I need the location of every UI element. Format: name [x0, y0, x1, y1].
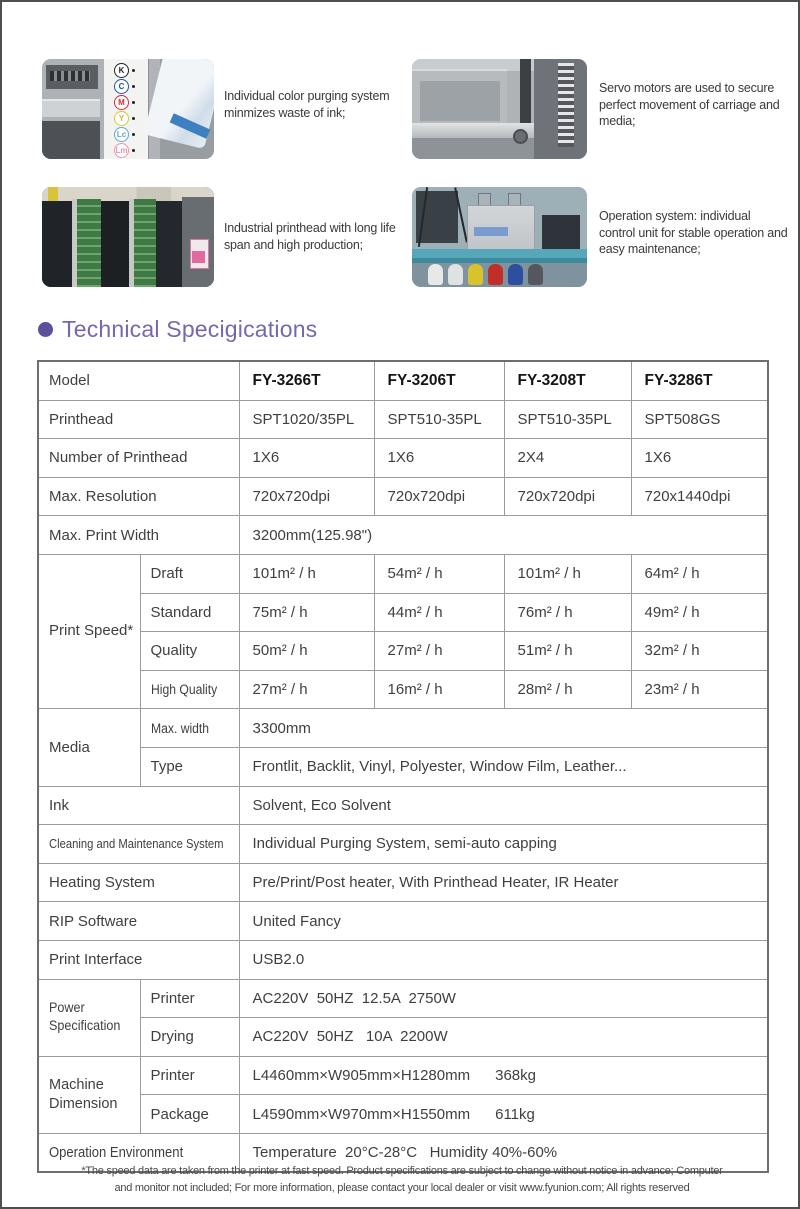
- control-box-label: [474, 227, 508, 236]
- cell: AC220V 50HZ 12.5A 2750W: [239, 979, 768, 1018]
- table-row-interface: [38, 940, 768, 979]
- cell: 1X6: [374, 439, 504, 478]
- section-heading: [38, 316, 317, 343]
- cell: 28m² / h: [504, 670, 631, 709]
- cell: 64m² / h: [631, 554, 768, 593]
- section-title: Technical Specigications: [62, 316, 318, 342]
- table-row-speed-high-quality: [38, 670, 768, 709]
- ink-badge-y: Y: [114, 111, 129, 126]
- cell: 1X6: [631, 439, 768, 478]
- printhead-slab: [101, 201, 129, 287]
- machine-bar: [42, 99, 100, 117]
- row-label: Max. Print Width: [38, 516, 239, 555]
- row-label: RIP Software: [38, 902, 239, 941]
- cell: Pre/Print/Post heater, With Printhead Heater, IR Heater: [239, 863, 768, 902]
- spring-parts: [50, 71, 90, 81]
- teal-shelf: [412, 249, 587, 258]
- magenta-mark: [192, 251, 205, 263]
- table-row-media-width: [38, 709, 768, 748]
- cell: AC220V 50HZ 10A 2200W: [239, 1018, 768, 1057]
- sub-label: Package: [140, 1095, 239, 1134]
- cell: Temperature 20°C-28°C Humidity 40%-60%: [239, 1133, 768, 1172]
- table-row-rip: [38, 902, 768, 941]
- printhead-slab: [42, 201, 72, 287]
- caption-printhead: Industrial printhead with long life span and high production;: [224, 221, 396, 252]
- ink-bottle-white: [428, 264, 443, 285]
- sub-label: Printer: [140, 979, 239, 1018]
- cell: 720x720dpi: [504, 477, 631, 516]
- table-row-heating: [38, 863, 768, 902]
- machine-block-dark: [42, 121, 100, 159]
- table-row-media-type: [38, 747, 768, 786]
- ink-bottle-yellow: [468, 264, 483, 285]
- ink-badge-lc: Lc: [114, 127, 129, 142]
- row-label: Heating System: [38, 863, 239, 902]
- table-row-power-printer: [38, 979, 768, 1018]
- sub-label: Printer: [140, 1056, 239, 1095]
- cell: Individual Purging System, semi-auto capping: [239, 825, 768, 864]
- belt-pulley: [513, 129, 528, 144]
- cell: 49m² / h: [631, 593, 768, 632]
- cell: Solvent, Eco Solvent: [239, 786, 768, 825]
- row-label: [38, 1056, 140, 1133]
- spec-table: [37, 360, 769, 1173]
- cell: SPT1020/35PL: [239, 400, 374, 439]
- photo-control-unit: [412, 187, 587, 287]
- cell: 101m² / h: [239, 554, 374, 593]
- row-label-text: Machine Dimension: [49, 1077, 118, 1112]
- caption-servo-motors: Servo motors are used to secure perfect movement of carriage and media;: [599, 81, 780, 128]
- sub-label: Standard: [140, 593, 239, 632]
- row-label: Number of Printhead: [38, 439, 239, 478]
- table-row-speed-standard: [38, 593, 768, 632]
- table-row-model: [38, 361, 768, 400]
- cell: SPT508GS: [631, 400, 768, 439]
- sub-label: Type: [140, 747, 239, 786]
- table-row-printhead: [38, 400, 768, 439]
- yellow-wire: [48, 187, 58, 202]
- cell: 51m² / h: [504, 632, 631, 671]
- cell: 720x720dpi: [239, 477, 374, 516]
- cell: USB2.0: [239, 940, 768, 979]
- footer-line-2: and monitor not included; For more information, please contact your local dealer or visit www.fyunion.com; All rights reserved: [114, 1181, 690, 1194]
- sub-label: Draft: [140, 554, 239, 593]
- cell: SPT510-35PL: [374, 400, 504, 439]
- row-label-text: Cleaning and Maintenance System: [49, 837, 224, 852]
- sub-label-text: High Quality: [150, 682, 217, 698]
- ink-bottle-dark: [528, 264, 543, 285]
- pcb-board: [77, 199, 101, 287]
- row-label-text: Power Specification: [49, 999, 121, 1033]
- cell: 23m² / h: [631, 670, 768, 709]
- ink-bottle-red: [488, 264, 503, 285]
- table-row-dimension-package: [38, 1095, 768, 1134]
- table-row-resolution: [38, 477, 768, 516]
- ink-badge-c: C: [114, 79, 129, 94]
- row-label: Printhead: [38, 400, 239, 439]
- cell: 32m² / h: [631, 632, 768, 671]
- table-row-ink: [38, 786, 768, 825]
- table-row-power-drying: [38, 1018, 768, 1057]
- cell: 75m² / h: [239, 593, 374, 632]
- cell: 54m² / h: [374, 554, 504, 593]
- photo-industrial-printhead: [42, 187, 214, 287]
- cell: 16m² / h: [374, 670, 504, 709]
- cell: 3200mm(125.98"): [239, 516, 768, 555]
- cell: L4590mm×W970mm×H1550mm 611kg: [239, 1095, 768, 1134]
- row-label: Max. Resolution: [38, 477, 239, 516]
- sub-label: Quality: [140, 632, 239, 671]
- photo-color-purging-system: [42, 59, 214, 159]
- cell: 27m² / h: [239, 670, 374, 709]
- row-label: Print Interface: [38, 940, 239, 979]
- table-row-num-printhead: [38, 439, 768, 478]
- table-row-speed-quality: [38, 632, 768, 671]
- model-name: FY-3206T: [374, 361, 504, 400]
- cell: 76m² / h: [504, 593, 631, 632]
- cell: 101m² / h: [504, 554, 631, 593]
- table-row-dimension-printer: [38, 1056, 768, 1095]
- model-name: FY-3208T: [504, 361, 631, 400]
- footer-disclaimer: [30, 1163, 774, 1196]
- cell: 3300mm: [239, 709, 768, 748]
- ink-bottle-white: [448, 264, 463, 285]
- ink-bottle-blue: [508, 264, 523, 285]
- cell: 50m² / h: [239, 632, 374, 671]
- cell: 1X6: [239, 439, 374, 478]
- sub-label: Drying: [140, 1018, 239, 1057]
- pcb-board: [134, 199, 156, 287]
- caption-color-purging: Individual color purging system minmizes waste of ink;: [224, 89, 390, 120]
- table-row-speed-draft: [38, 554, 768, 593]
- model-name: FY-3286T: [631, 361, 768, 400]
- sub-label: [140, 670, 239, 709]
- ink-badge-m: M: [114, 95, 129, 110]
- photo-servo-carriage: [412, 59, 587, 159]
- cell: 27m² / h: [374, 632, 504, 671]
- row-label: Model: [38, 361, 239, 400]
- printhead-slab: [156, 201, 182, 287]
- relay-component: [542, 215, 580, 249]
- row-label: Media: [38, 709, 140, 786]
- cell: Frontlit, Backlit, Vinyl, Polyester, Window Film, Leather...: [239, 747, 768, 786]
- row-label: Print Speed*: [38, 554, 140, 708]
- ink-badge-k: K: [114, 63, 129, 78]
- row-label: Ink: [38, 786, 239, 825]
- ink-badge-lm: Lm: [114, 143, 129, 158]
- table-row-cleaning: [38, 825, 768, 864]
- table-row-print-width: [38, 516, 768, 555]
- row-label: [38, 979, 140, 1056]
- cell: 720x1440dpi: [631, 477, 768, 516]
- model-name: FY-3266T: [239, 361, 374, 400]
- cell: 44m² / h: [374, 593, 504, 632]
- cell: 2X4: [504, 439, 631, 478]
- cell: 720x720dpi: [374, 477, 504, 516]
- vent-slots: [558, 63, 574, 147]
- row-label-text: Operation Environment: [49, 1145, 184, 1162]
- sub-label-text: Max. width: [150, 720, 209, 736]
- row-label: [38, 825, 239, 864]
- cell: United Fancy: [239, 902, 768, 941]
- cell: L4460mm×W905mm×H1280mm 368kg: [239, 1056, 768, 1095]
- cell: SPT510-35PL: [504, 400, 631, 439]
- sub-label: [140, 709, 239, 748]
- caption-operation-system: Operation system: individual control unit for stable operation and easy maintenance;: [599, 209, 788, 256]
- printer-inner-shadow: [420, 81, 500, 121]
- bullet-icon: [38, 322, 53, 337]
- footer-line-1: *The speed data are taken from the printer at fast speed. Product specifications are subject to change without notice in advance; Computer: [81, 1165, 723, 1177]
